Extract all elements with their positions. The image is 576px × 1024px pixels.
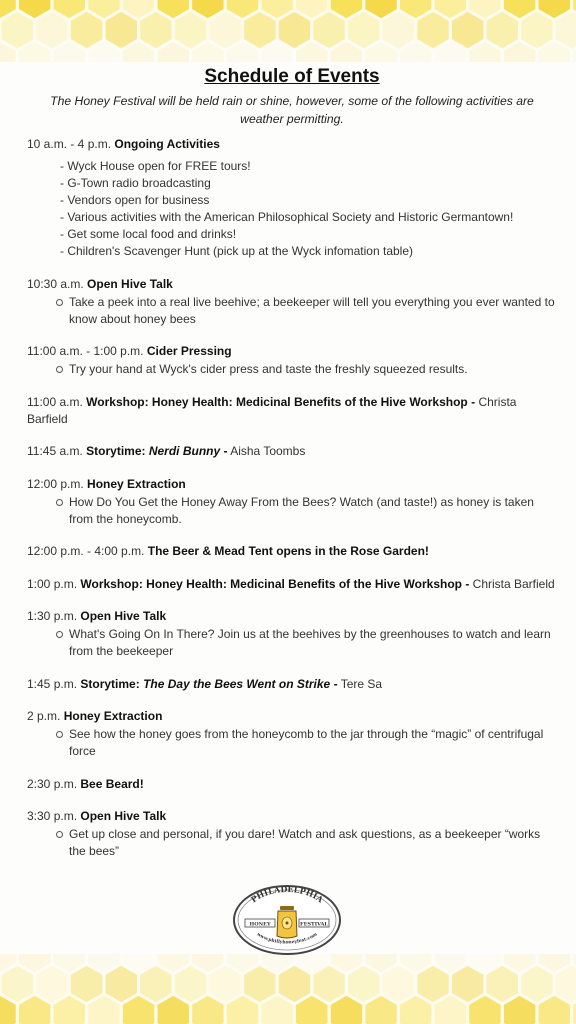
event-item xyxy=(27,776,557,793)
event-name: Cider Pressing xyxy=(146,344,232,358)
event-name: Open Hive Talk xyxy=(80,809,167,823)
event-item xyxy=(27,576,557,593)
event-presenter: Christa Barfield xyxy=(472,576,555,591)
event-time: 11:45 a.m. xyxy=(27,444,83,458)
event-item xyxy=(27,543,557,560)
event-item xyxy=(27,608,557,660)
event-time: 1:30 p.m. xyxy=(27,609,78,623)
event-details xyxy=(55,361,557,378)
detail-item: Get up close and personal, if you dare! Watch and ask questions, as a beekeeper “works the bees” xyxy=(55,826,557,860)
event-presenter: Christa Barfield xyxy=(27,394,517,426)
event-name: Honey Extraction xyxy=(63,709,163,723)
event-time: 1:00 p.m. xyxy=(27,576,78,591)
event-time: 1:45 p.m. xyxy=(27,676,78,691)
event-item xyxy=(27,708,557,760)
ongoing-list xyxy=(60,158,557,260)
event-time: 12:00 p.m. xyxy=(27,476,84,491)
event-name: Workshop: Honey Health: Medicinal Benefits of the Hive Workshop - xyxy=(80,576,470,591)
list-item: - Wyck House open for FREE tours! xyxy=(60,159,251,173)
detail-item: Take a peek into a real live beehive; a beekeeper will tell you everything you ever wanted to know about honey bees xyxy=(55,294,557,328)
logo-bottom-text: www.phillyhoneyfest.com xyxy=(255,932,319,946)
detail-item: What's Going On In There? Join us at the beehives by the greenhouses to watch and learn from the beekeeper xyxy=(55,626,557,660)
event-name: Bee Beard! xyxy=(80,776,144,791)
event-item xyxy=(27,394,557,428)
event-name: Open Hive Talk xyxy=(80,609,167,623)
event-time: 10:30 a.m. xyxy=(27,276,84,291)
logo-top-text: PHILADELPHIA xyxy=(248,884,326,905)
event-name: Ongoing Activities xyxy=(114,137,220,151)
list-item: - Get some local food and drinks! xyxy=(60,227,237,241)
honey-jar-icon xyxy=(277,906,297,938)
event-name: Open Hive Talk xyxy=(87,276,173,291)
event-name: Storytime: xyxy=(86,444,146,458)
event-time: 3:30 p.m. xyxy=(27,809,78,823)
list-item: - Vendors open for business xyxy=(60,193,210,207)
event-presenter: Aisha Toombs xyxy=(230,444,306,458)
event-ongoing xyxy=(27,136,557,260)
event-time: 10 a.m. - 4 p.m. xyxy=(27,137,112,151)
event-item xyxy=(27,276,557,328)
event-details xyxy=(55,494,557,528)
event-item xyxy=(27,476,557,528)
event-time: 2 p.m. xyxy=(27,709,61,723)
event-item xyxy=(27,443,557,460)
event-details xyxy=(55,626,557,660)
list-item: - Children's Scavenger Hunt (pick up at the Wyck infomation table) xyxy=(60,244,414,258)
detail-item: See how the honey goes from the honeycomb to the jar through the “magic” of centrifugal force xyxy=(55,726,557,760)
story-dash: - xyxy=(223,444,228,458)
event-item xyxy=(27,808,557,860)
page-title: Schedule of Events xyxy=(204,66,380,87)
logo-right-text: FESTIVAL xyxy=(300,921,328,928)
event-item xyxy=(27,343,557,378)
event-list xyxy=(27,276,557,861)
event-item xyxy=(27,676,557,693)
event-name: The Beer & Mead Tent opens in the Rose Garden! xyxy=(147,544,429,558)
event-time: 12:00 p.m. - 4:00 p.m. xyxy=(27,544,145,558)
event-name: Storytime: xyxy=(80,676,140,691)
intro-text: The Honey Festival will be held rain or shine, however, some of the following activities are weather permitting. xyxy=(50,94,534,126)
list-item: - Various activities with the American Philosophical Society and Historic Germantown! xyxy=(60,210,514,224)
detail-item: How Do You Get the Honey Away From the Bees? Watch (and taste!) as honey is taken from the honeycomb. xyxy=(55,494,557,528)
detail-item: Try your hand at Wyck's cider press and taste the freshly squeezed results. xyxy=(55,361,557,378)
event-details xyxy=(55,726,557,760)
honeycomb-border-top xyxy=(0,0,576,62)
event-time: 2:30 p.m. xyxy=(27,776,78,791)
event-details xyxy=(55,826,557,860)
logo-left-text: HONEY xyxy=(249,921,271,928)
list-item: - G-Town radio broadcasting xyxy=(60,176,211,190)
event-time: 11:00 a.m. - 1:00 p.m. xyxy=(27,344,144,358)
philadelphia-honey-festival-logo xyxy=(232,884,342,956)
event-presenter: Tere Sa xyxy=(340,676,383,691)
story-title: Nerdi Bunny xyxy=(148,444,221,458)
schedule-content xyxy=(27,62,557,876)
event-time: 11:00 a.m. xyxy=(27,394,83,409)
story-title: The Day the Bees Went on Strike xyxy=(143,676,331,691)
event-name: Honey Extraction xyxy=(87,476,186,491)
honeycomb-border-bottom xyxy=(0,954,576,1024)
event-name: Workshop: Honey Health: Medicinal Benefits of the Hive Workshop - xyxy=(86,394,476,409)
story-dash: - xyxy=(333,676,338,691)
event-details xyxy=(55,294,557,328)
